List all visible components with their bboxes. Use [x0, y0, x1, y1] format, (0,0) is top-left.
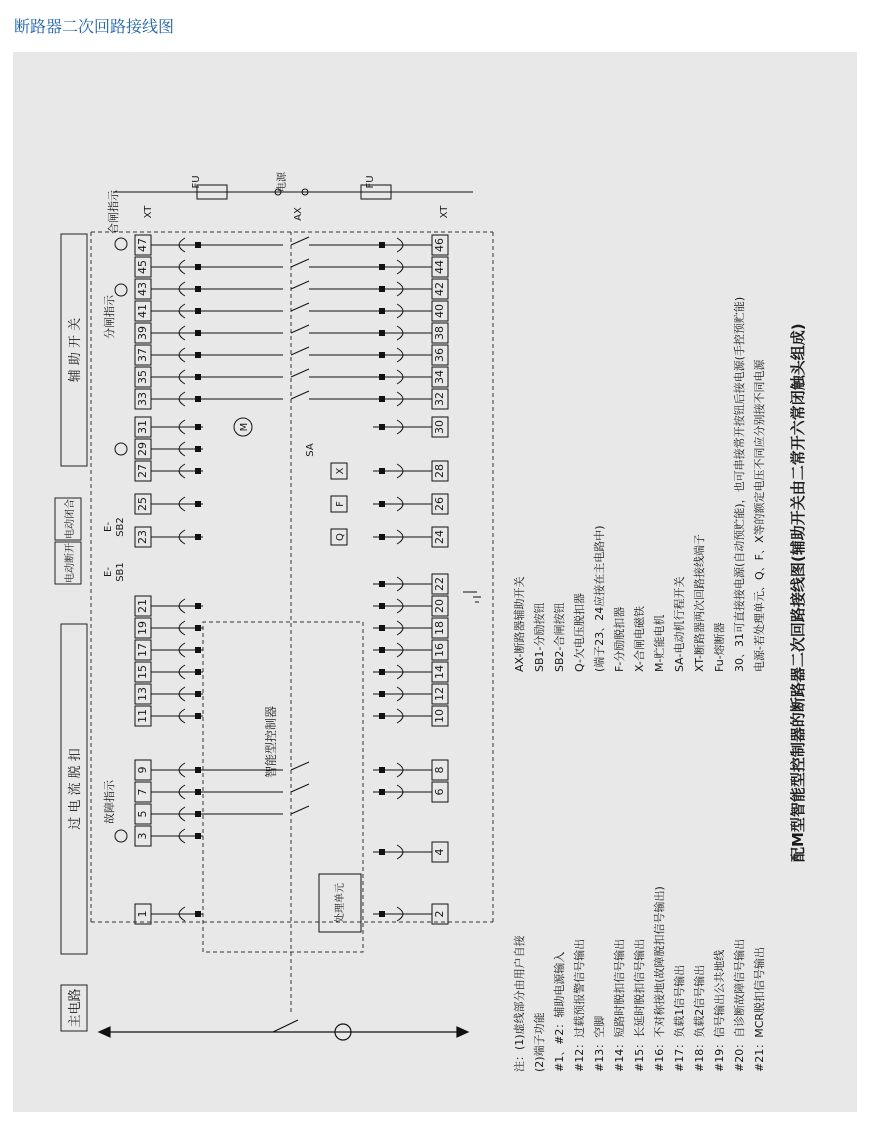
note-10: #19：信号输出公共地线 — [713, 949, 726, 1072]
x-label: X — [335, 467, 346, 475]
terminal-5: 5 — [136, 810, 149, 818]
terminal-25: 25 — [136, 497, 149, 511]
terminal-41: 41 — [136, 304, 149, 318]
terminal-31: 31 — [136, 420, 149, 434]
terminal-21: 21 — [136, 599, 149, 613]
terminal-39: 39 — [136, 326, 149, 340]
note-12: #21：MCR脱扣信号输出 — [753, 946, 766, 1072]
terminal-6: 6 — [433, 788, 446, 796]
terminal-28: 28 — [433, 464, 446, 478]
legend-1: SB1-分励按钮 — [533, 602, 546, 672]
aux-contact — [291, 281, 309, 289]
terminal-23: 23 — [136, 530, 149, 544]
electric-open-label: 电动断开 — [65, 543, 76, 583]
terminal-43: 43 — [136, 282, 149, 296]
page-title: 断路器二次回路接线图 — [14, 17, 175, 36]
main-arrow-top — [457, 1027, 468, 1037]
note-4: #13：空脚 — [593, 1015, 606, 1072]
terminal-46: 46 — [433, 238, 446, 252]
smart-controller-label: 智能型控制器 — [264, 705, 278, 779]
fu-left-label: FU — [191, 175, 202, 189]
legend-8: SA-电动机行程开关 — [673, 576, 686, 672]
terminal-8: 8 — [433, 766, 446, 774]
note-8: #17：负载1信号输出 — [673, 964, 686, 1072]
terminal-9: 9 — [136, 766, 149, 774]
legend-9: XT-断路器两次回路接线端子 — [693, 533, 706, 672]
xt-lower-label: XT — [439, 205, 450, 219]
wiring-diagram — [13, 52, 857, 1112]
legend-6: X-合闸电磁铁 — [633, 606, 646, 672]
legend-2: SB2-合闸按钮 — [553, 602, 566, 672]
legend-5: F-分励脱扣器 — [613, 606, 626, 672]
aux-contact — [291, 303, 309, 311]
processing-unit-label: 处理单元 — [335, 883, 346, 923]
close-lamp — [115, 238, 127, 250]
note-11: #20：自诊断故障信号输出 — [733, 938, 746, 1072]
aux-contact — [291, 347, 309, 355]
terminal-35: 35 — [136, 370, 149, 384]
open-lamp — [115, 284, 127, 296]
terminal-18: 18 — [433, 621, 446, 635]
terminal-44: 44 — [433, 260, 446, 274]
rotated-diagram — [55, 171, 493, 1040]
note-7: #16：不对称接地(故障脱扣信号输出) — [653, 886, 666, 1072]
note-3: #12：过载预报警信号输出 — [573, 938, 586, 1072]
terminal-16: 16 — [433, 643, 446, 657]
terminal-15: 15 — [136, 665, 149, 679]
legend-11: 30、31可直接接电源(自动预贮能)，也可串接常开按钮后接电源(手控预贮能) — [733, 296, 746, 672]
terminal-38: 38 — [433, 326, 446, 340]
sa-label: SA — [305, 443, 316, 457]
q-label: Q — [335, 533, 346, 541]
terminal-11: 11 — [136, 709, 149, 723]
note-6: #15：长延时脱扣信号输出 — [633, 938, 646, 1072]
note-0: 注：(1)虚线部分由用户自接 — [513, 935, 526, 1072]
legend-10: Fu-熔断器 — [713, 622, 726, 672]
terminal-30: 30 — [433, 420, 446, 434]
terminal-7: 7 — [136, 788, 149, 796]
ctrl-contact — [291, 806, 309, 814]
terminal-1: 1 — [136, 910, 149, 918]
terminal-14: 14 — [433, 665, 446, 679]
m-label: M — [239, 422, 250, 432]
terminal-12: 12 — [433, 687, 446, 701]
note-1: (2)端子功能 — [533, 1012, 546, 1072]
aux-contact — [291, 325, 309, 333]
terminal-47: 47 — [136, 238, 149, 252]
ctrl-contact — [291, 784, 309, 792]
main-circuit-label: 主电路 — [68, 988, 83, 1028]
terminal-45: 45 — [136, 260, 149, 274]
terminal-27: 27 — [136, 464, 149, 478]
terminal-3: 3 — [136, 832, 149, 840]
terminal-29: 29 — [136, 442, 149, 456]
fu-right-label: FU — [365, 175, 376, 189]
diagram-caption: 配M型智能型控制器的断路器二次回路接线图(辅助开关由二常开六常闭触头组成) — [789, 323, 807, 862]
sb2-label: SB2 — [115, 517, 126, 537]
terminal-13: 13 — [136, 687, 149, 701]
terminal-34: 34 — [433, 370, 446, 384]
open-indicator-label: 分闸指示 — [103, 295, 116, 339]
terminal-2: 2 — [433, 910, 446, 918]
ax-label: AX — [293, 207, 304, 221]
terminal-37: 37 — [136, 348, 149, 362]
legend-12: 电源-若处理单元、Q、F、X等的额定电压不同应分别接不同电源 — [753, 359, 766, 672]
legend-4: (端子23、24应接在主电路中) — [593, 525, 606, 672]
notes-block — [512, 297, 807, 1072]
note-9: #18：负载2信号输出 — [693, 964, 706, 1072]
legend-0: AX-断路器辅助开关 — [513, 576, 526, 672]
fault-indicator-label: 故障指示 — [103, 780, 116, 824]
aux-contact — [291, 369, 309, 377]
terminal-24: 24 — [433, 530, 446, 544]
diagram-panel — [13, 52, 857, 1112]
legend-7: M-贮能电机 — [653, 614, 666, 672]
close-indicator-label: 合闸指示 — [107, 190, 120, 234]
aux-contact — [291, 259, 309, 267]
terminal-40: 40 — [433, 304, 446, 318]
aux-contact — [291, 237, 309, 245]
terminal-17: 17 — [136, 643, 149, 657]
terminal-20: 20 — [433, 599, 446, 613]
terminal-4: 4 — [433, 848, 446, 856]
terminal-22: 22 — [433, 577, 446, 591]
note-2: #1、#2：辅助电源输入 — [553, 951, 566, 1072]
terminal-26: 26 — [433, 497, 446, 511]
power-label: 电源 — [277, 172, 288, 192]
xt-upper-label: XT — [143, 205, 154, 219]
terminal-42: 42 — [433, 282, 446, 296]
legend-3: Q-欠电压脱扣器 — [573, 593, 586, 672]
terminal-33: 33 — [136, 392, 149, 406]
fault-lamp — [115, 830, 127, 842]
f-label: F — [335, 501, 346, 507]
note-5: #14：短路时脱扣信号输出 — [613, 938, 626, 1072]
overcurrent-label: 过 电 流 脱 扣 — [68, 748, 83, 830]
main-arrow-bottom — [99, 1027, 110, 1037]
main-breaker-contact — [273, 1020, 298, 1032]
aux-contact — [291, 391, 309, 399]
ctrl-contact — [291, 762, 309, 770]
lamp-29 — [115, 443, 127, 455]
e2-label: E- — [103, 522, 114, 532]
terminal-10: 10 — [433, 709, 446, 723]
terminal-19: 19 — [136, 621, 149, 635]
e1-label: E- — [103, 567, 114, 577]
terminal-36: 36 — [433, 348, 446, 362]
electric-close-label: 电动闭合 — [65, 499, 76, 539]
aux-switch-label: 辅 助 开 关 — [68, 317, 83, 383]
terminal-32: 32 — [433, 392, 446, 406]
sb1-label: SB1 — [115, 562, 126, 582]
